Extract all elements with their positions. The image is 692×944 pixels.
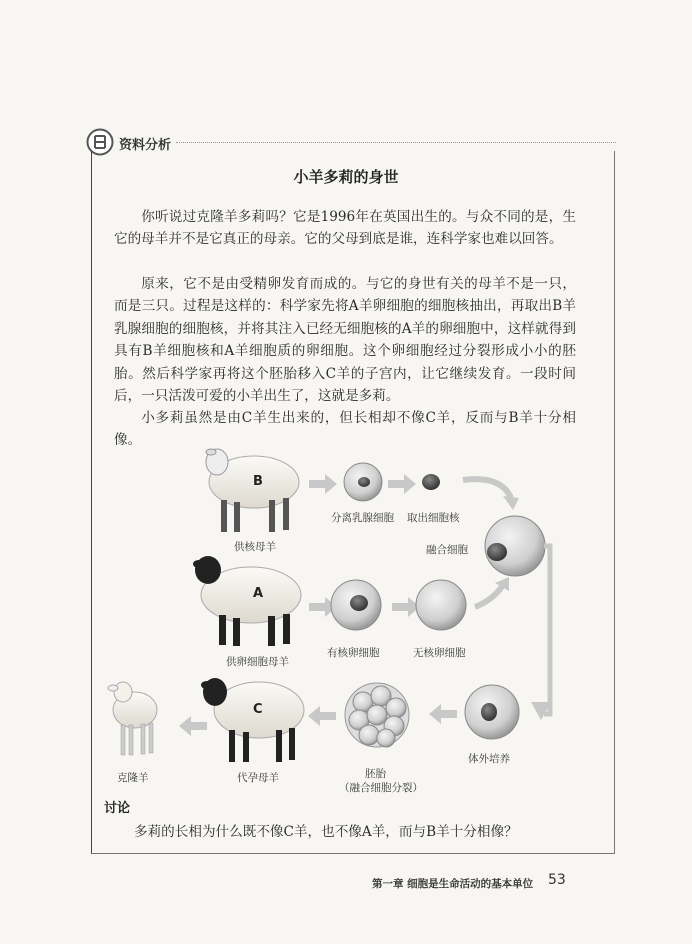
sheep-c-letter: C [253,702,263,717]
sheep-b-letter: B [253,474,263,489]
nucleus-label: 取出细胞核 [407,512,460,524]
fused-cell-label: 融合细胞 [426,544,468,556]
page-number: 53 [548,872,566,888]
embryo-label: 胚胎 [365,768,386,780]
page-title: 小羊多莉的身世 [293,168,399,186]
embryo-note: （融合细胞分裂） [339,782,423,794]
section-label: 资料分析 [119,138,172,153]
arrow-egg-to-fusion [475,585,503,607]
extracted-nucleus [422,474,440,490]
sheep-c-illustration [201,678,304,762]
arrow-culture-to-embryo [429,704,457,724]
arrow-c-to-clone [179,716,207,736]
sheep-c-label: 代孕母羊 [237,772,279,784]
embryo-cluster [345,683,409,747]
clone-label: 克隆羊 [117,772,149,784]
arrow-nucleus-to-fusion [463,479,511,498]
diagram-graphics [91,440,613,800]
clone-lamb-illustration [108,682,157,755]
arrow-fusion-to-culture [544,546,550,714]
arrow-cell-to-nucleus [388,474,416,494]
paragraph-intro: 你听说过克隆羊多莉吗？它是1996年在英国出生的。与众不同的是，生它的母羊并不是它真正的母亲。它的父母到底是谁，连科学家也难以回答。 [114,209,576,248]
discussion-heading: 讨论 [104,801,131,816]
discussion-question: 多莉的长相为什么既不像C羊，也不像A羊，而与B羊十分相像？ [134,824,518,840]
sheep-b-label: 供核母羊 [234,541,276,553]
sheep-b-illustration [206,449,299,532]
cloning-diagram [91,440,613,800]
paragraph-process: 原来，它不是由受精卵发育而成的。与它的身世有关的母羊不是一只，而是三只。过程是这样的：科学家先将A羊卵细胞的细胞核抽出，再取出B羊乳腺细胞的细胞核，并将其注入已经无细胞核的A羊的卵细胞中，这样就得到具有B羊细胞核和A羊细胞质的卵细胞。这个卵细胞经过分裂形成小小的胚胎。然后科学家再将这个胚胎移入C羊的子宫内，让它继续发育。一段时间后，一只活泼可爱的小羊出生了，这就是多莉。 [114,276,576,405]
paragraph-conclusion: 小多莉虽然是由C羊生出来的，但长相却不像C羊，反而与B羊十分相像。 [114,410,576,449]
mammary-cell-label: 分离乳腺细胞 [331,512,394,524]
arrow-b-to-cell [309,474,337,494]
egg-without-nucleus [416,580,466,630]
header-rule [176,142,616,143]
sheep-a-label: 供卵细胞母羊 [226,656,289,668]
egg-without-nucleus-label: 无核卵细胞 [413,647,466,659]
footer-chapter: 第一章 细胞是生命活动的基本单位 [372,878,534,890]
arrow-embryo-to-c [308,706,336,726]
sheep-a-letter: A [253,586,264,601]
culture-label: 体外培养 [468,753,510,765]
egg-with-nucleus-label: 有核卵细胞 [327,647,380,659]
sheep-a-illustration [193,556,301,646]
